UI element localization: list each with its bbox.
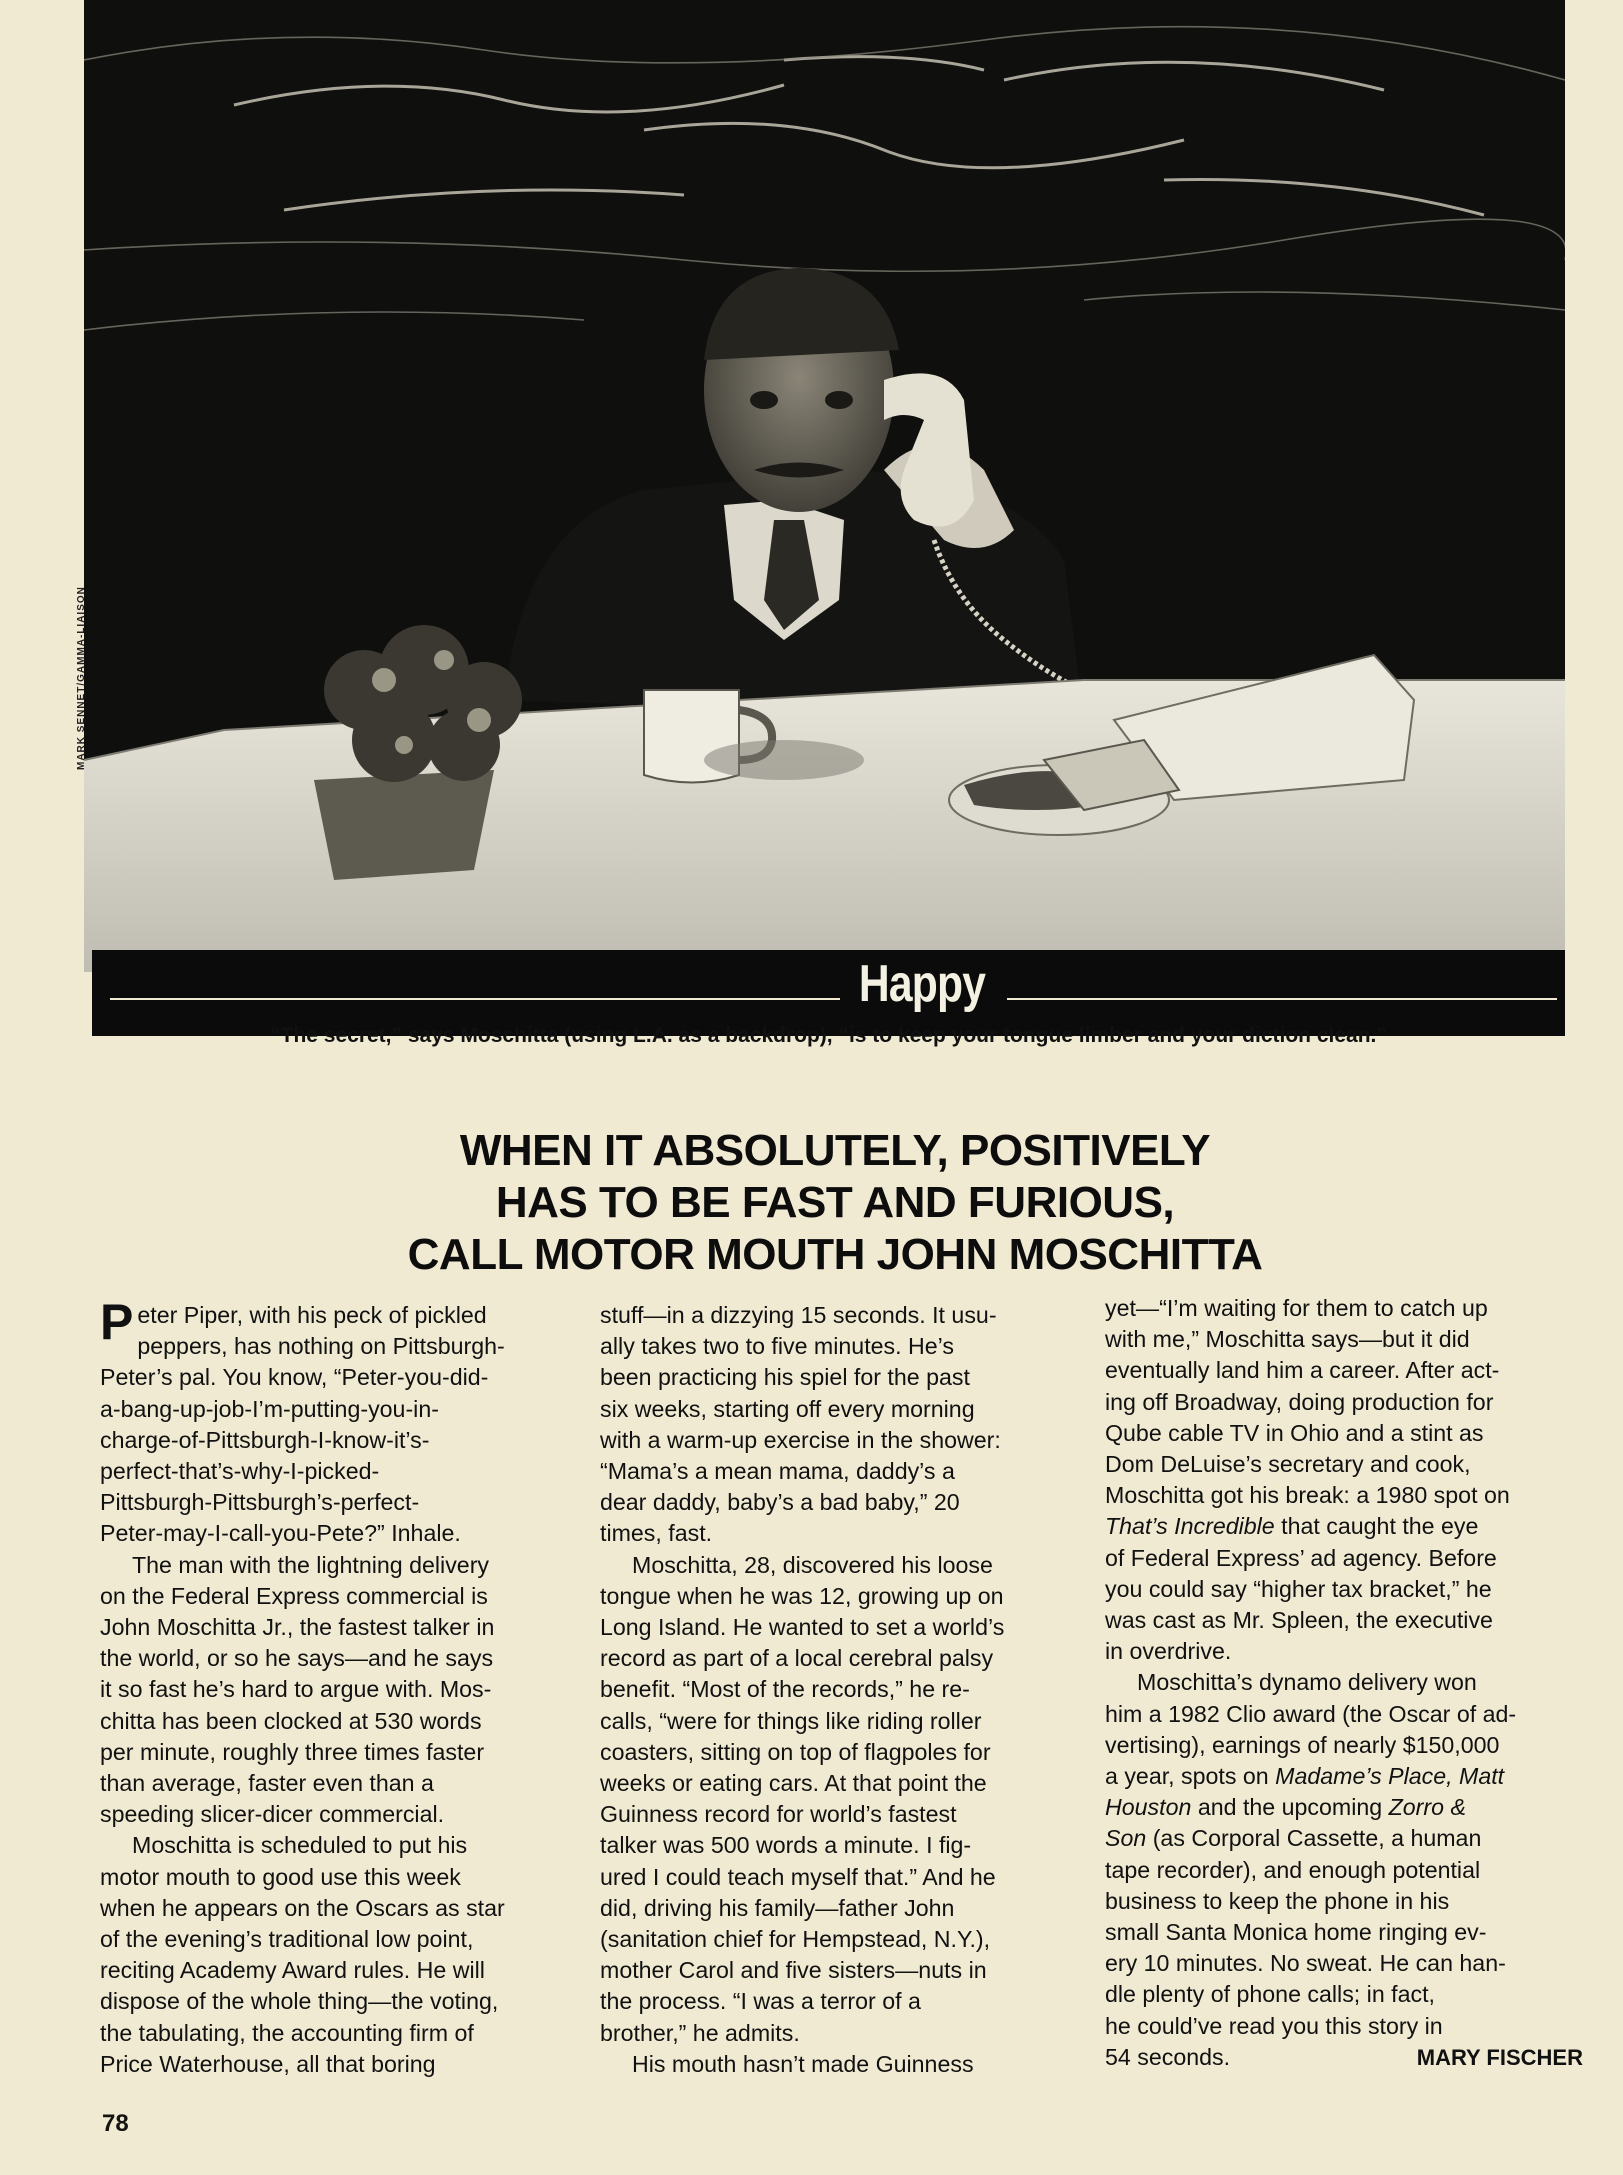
text-line: Moschitta’s dynamo delivery won [1137,1669,1477,1696]
column-3-lines [1105,1293,1585,2073]
text-line: dispose of the whole thing—the voting, [100,1988,499,2015]
text-line: been practicing his spiel for the past [600,1364,970,1391]
text-line: charge-of-Pittsburgh-I-know-it’s- [100,1426,430,1453]
text-line: you could say “higher tax bracket,” he [1105,1575,1492,1602]
headline-line-2: HAS TO BE FAST AND FURIOUS, [495,1178,1175,1227]
text-line: did, driving his family—father John [600,1894,955,1921]
text-line: the process. “I was a terror of a [600,1988,921,2015]
text-line: reciting Academy Award rules. He will [100,1957,485,1984]
text-line: chitta has been clocked at 530 words [100,1707,482,1734]
text-line: mother Carol and five sisters—nuts in [600,1957,987,1984]
text-line: on the Federal Express commercial is [100,1582,488,1609]
text-line: coasters, sitting on top of flagpoles for [600,1738,991,1765]
text-line: six weeks, starting off every morning [600,1395,975,1422]
text-line: Peter-may-I-call-you-Pete?” Inhale. [100,1520,461,1547]
text-line: ally takes two to five minutes. He’s [600,1333,954,1360]
text-line: Son (as Corporal Cassette, a human [1105,1825,1482,1852]
text-line: with a warm-up exercise in the shower: [600,1426,1001,1453]
man-on-phone-illustration [84,0,1565,972]
text-line: the world, or so he says—and he says [100,1645,494,1672]
text-line: peppers, has nothing on Pittsburgh- [137,1333,505,1360]
text-line: dear daddy, baby’s a bad baby,” 20 [600,1489,960,1516]
text-line: brother,” he admits. [600,2019,800,2046]
text-line: weeks or eating cars. At that point the [600,1770,987,1797]
text-line: Moschitta got his break: a 1980 spot on [1105,1482,1510,1509]
text-line: he could’ve read you this story in [1105,2012,1443,2039]
text-line: tongue when he was 12, growing up on [600,1582,1004,1609]
text-line: ing off Broadway, doing production for [1105,1388,1494,1415]
byline: MARY FISCHER [1416,2044,1583,2070]
text-line: when he appears on the Oscars as star [100,1894,505,1921]
text-line: Long Island. He wanted to set a world’s [600,1614,1005,1641]
headline-line-3: CALL MOTOR MOUTH JOHN MOSCHITTA [407,1230,1263,1279]
text-line: Peter’s pal. You know, “Peter-you-did- [100,1364,489,1391]
section-label: Happy [858,955,986,1013]
article-column-2 [600,1300,1076,2080]
text-line: record as part of a local cerebral palsy [600,1645,994,1672]
text-line: (sanitation chief for Hempstead, N.Y.), [600,1926,991,1953]
text-line: calls, “were for things like riding roller [600,1707,982,1734]
text-line: stuff—in a dizzying 15 seconds. It usu- [600,1302,997,1328]
text-line: motor mouth to good use this week [100,1863,461,1890]
text-line: a year, spots on Madame’s Place, Matt [1105,1763,1505,1790]
text-line: Price Waterhouse, all that boring [100,2050,436,2077]
text-line: Qube cable TV in Ohio and a stint as [1105,1419,1484,1446]
text-line: John Moschitta Jr., the fastest talker in [100,1614,495,1641]
photo-caption: “The secret,” says Moschitta (using L.A. as a backdrop), “is to keep your tongue limber and your diction clean.” [270,1024,1387,1047]
text-line: the tabulating, the accounting firm of [100,2019,474,2046]
text-line: with me,” Moschitta says—but it did [1105,1326,1470,1353]
text-line: Dom DeLuise’s secretary and cook, [1105,1451,1471,1478]
drop-cap: P [100,1294,134,1350]
article-column-1 [100,1294,546,2080]
text-line: The man with the lightning delivery [132,1551,490,1578]
column-2-lines [600,1300,1076,2080]
text-line: business to keep the phone in his [1105,1887,1450,1914]
text-line: dle plenty of phone calls; in fact, [1105,1981,1435,2008]
text-line: “Mama’s a mean mama, daddy’s a [600,1458,955,1485]
section-rule-left [110,998,840,1000]
text-line: ured I could teach myself that.” And he [600,1863,996,1890]
text-line: Guinness record for world’s fastest [600,1801,957,1828]
page-number: 78 [102,2110,129,2137]
text-line: times, fast. [600,1520,713,1547]
text-line: His mouth hasn’t made Guinness [632,2050,974,2077]
headline-line-1: WHEN IT ABSOLUTELY, POSITIVELY [459,1126,1211,1175]
headline [200,1125,1470,1281]
photo-credit: MARK SENNET/GAMMA-LIAISON [76,586,87,770]
text-line: talker was 500 words a minute. I fig- [600,1832,972,1859]
article-column-3 [1105,1293,1585,2073]
text-line: in overdrive. [1105,1638,1232,1665]
text-line: That’s Incredible that caught the eye [1105,1513,1479,1540]
text-line: him a 1982 Clio award (the Oscar of ad- [1105,1700,1517,1727]
text-line: per minute, roughly three times faster [100,1738,485,1765]
text-line: 54 seconds. MARY FISCHER [1105,2042,1585,2073]
text-line: it so fast he’s hard to argue with. Mos- [100,1676,492,1703]
text-line: perfect-that’s-why-I-picked- [100,1458,380,1485]
text-line: was cast as Mr. Spleen, the executive [1105,1607,1493,1634]
text-line: eter Piper, with his peck of pickled [137,1302,487,1328]
text-line: tape recorder), and enough potential [1105,1856,1481,1883]
text-line: Moschitta is scheduled to put his [132,1832,468,1859]
text-line: small Santa Monica home ringing ev- [1105,1919,1487,1946]
text-line: ery 10 minutes. No sweat. He can han- [1105,1950,1506,1977]
text-line: of the evening’s traditional low point, [100,1926,474,1953]
text-line: yet—“I’m waiting for them to catch up [1105,1295,1488,1321]
text-line: than average, faster even than a [100,1770,434,1797]
text-line: Houston and the upcoming Zorro & [1105,1794,1466,1821]
text-line: eventually land him a career. After act- [1105,1357,1500,1384]
text-line: Pittsburgh-Pittsburgh’s-perfect- [100,1489,420,1516]
article-photo [84,0,1565,972]
text-line: vertising), earnings of nearly $150,000 [1105,1731,1500,1758]
text-line: benefit. “Most of the records,” he re- [600,1676,970,1703]
text-line: speeding slicer-dicer commercial. [100,1801,445,1828]
text-line: a-bang-up-job-I’m-putting-you-in- [100,1395,439,1422]
text-line: Moschitta, 28, discovered his loose [632,1551,993,1578]
column-1-lines [100,1294,546,2080]
section-rule-right [1007,998,1557,1000]
text-line: of Federal Express’ ad agency. Before [1105,1544,1497,1571]
